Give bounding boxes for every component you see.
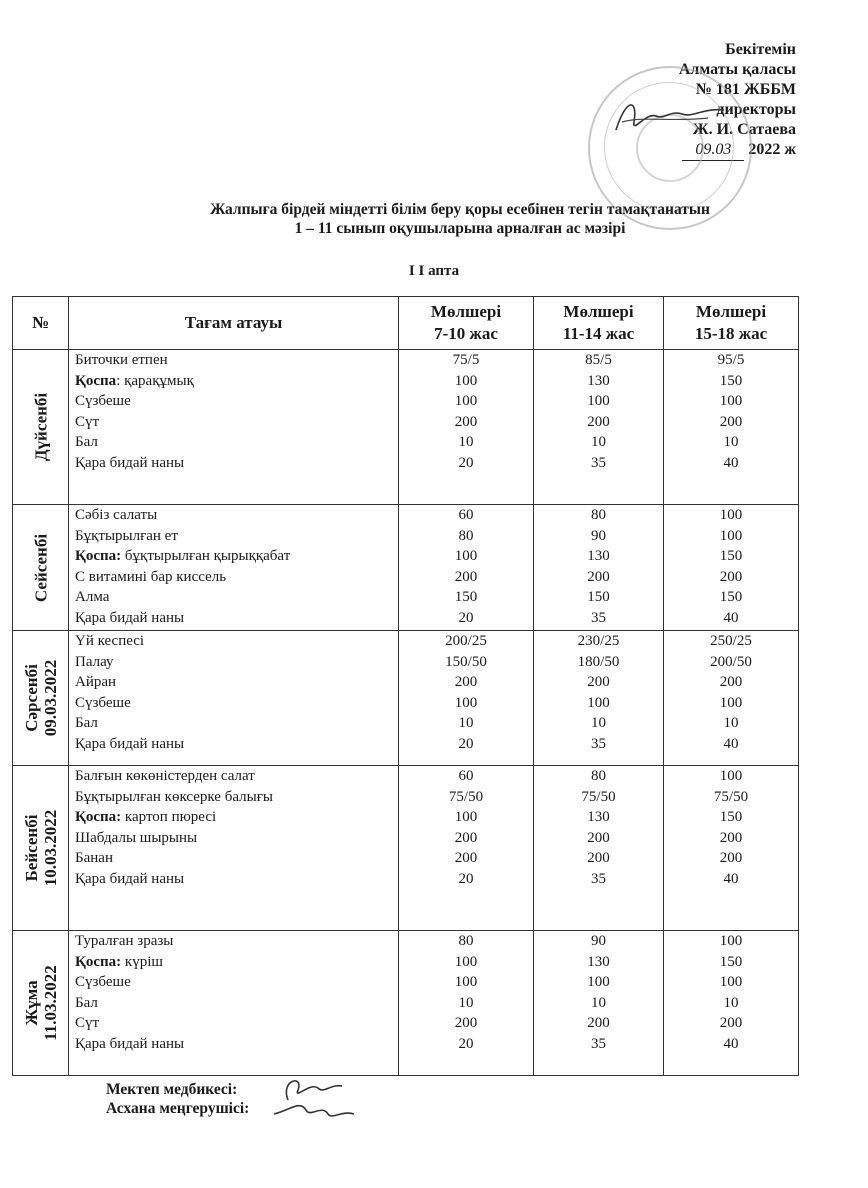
day-row [13,631,799,766]
portion-column-g1 [399,631,534,766]
dish-list [69,931,399,1076]
approval-line: № 181 ЖББМ [695,81,796,98]
portion-value: 100 [587,393,610,409]
portion-value: 150 [719,548,743,564]
approval-line: Ж. И. Сатаева [692,121,796,138]
dish-item [75,652,398,673]
dish-name: С витамині бар киссель [75,568,227,585]
portion-column-g1 [399,350,534,505]
dish-item [75,546,398,567]
portion-value: 80 [591,768,606,784]
dish-item [75,587,398,608]
dish-name: Палау [75,653,114,670]
portion-value: 10 [723,994,739,1011]
portion-value: 10 [591,434,606,450]
day-name: Жұма [21,980,41,1026]
dish-item [75,848,398,869]
portion-value: 200 [454,829,478,846]
portion-value: 200 [454,568,478,585]
portion-value: 20 [458,454,474,471]
header-number: № [13,297,69,350]
canteen-manager-label: Асхана меңгерушісі: [106,1100,250,1117]
portion-column-g2 [534,766,664,931]
dish-item [75,371,398,392]
portion-value: 200 [454,413,478,430]
portion-value: 200 [719,850,743,866]
dish-item [75,693,398,714]
portion-value: 130 [587,548,610,564]
portion-value: 100 [587,694,610,711]
approval-line: Бекітемін [725,41,796,58]
dish-item [75,432,398,453]
portion-value: 200 [587,568,610,585]
portion-value: 40 [723,454,739,471]
dish-prefix: Қоспа: [75,809,122,825]
portion-value: 200 [454,674,478,690]
signatures-block [106,1080,249,1118]
portion-value: 60 [458,768,474,784]
portion-value: 200 [719,1015,743,1031]
portion-value: 100 [719,393,743,409]
day-row [13,505,799,631]
dish-item [75,526,398,547]
dish-name: Қара бидай наны [75,870,185,887]
dish-item [75,766,398,787]
portion-value: 35 [591,870,606,887]
dish-name: Биточки етпен [75,352,168,368]
portion-value: 95/5 [717,352,745,368]
portion-value: 150 [454,589,478,605]
portion-value: 100 [454,694,478,711]
portion-value: 10 [458,434,474,450]
portion-value: 10 [458,715,474,731]
portion-value: 10 [591,715,606,731]
portion-value: 75/50 [713,788,749,805]
dish-item [75,828,398,849]
dish-name: Қара бидай наны [75,1035,185,1052]
dish-name: Қара бидай наны [75,735,185,752]
header-age-11-14: Мөлшері 11-14 жас [534,297,664,350]
portion-value: 250/25 [710,633,752,649]
portion-value: 200 [587,850,610,866]
dish-list [69,505,399,631]
portion-column-g2 [534,931,664,1076]
day-date: 09.03.2022 [40,659,60,737]
portion-value: 230/25 [577,633,620,649]
portion-column-g2 [534,350,664,505]
portion-value: 200 [719,568,743,585]
day-name: Бейсенбі [21,814,41,882]
portion-value: 60 [458,507,474,523]
portion-value: 100 [587,974,610,990]
dish-name: Сүзбеше [75,974,131,990]
portion-value: 40 [723,609,739,626]
approval-date-day: 09.03 [682,140,744,161]
table-header-row [13,297,799,350]
dish-name: : қарақұмық [116,372,194,389]
day-cell [13,505,69,631]
day-name: Сәрсенбі [21,664,41,732]
header-age-15-18: Мөлшері 15-18 жас [664,297,799,350]
portion-value: 200 [587,1015,610,1031]
portion-value: 100 [454,548,478,564]
dish-name: Бұқтырылған көксерке балығы [75,788,273,805]
portion-value: 80 [458,527,474,544]
portion-value: 40 [723,870,739,887]
dish-name: Сәбіз салаты [75,507,158,523]
portion-value: 100 [454,974,478,990]
day-cell [13,631,69,766]
dish-name: бұқтырылған қырыққабат [121,548,291,564]
dish-name: Айран [75,674,117,690]
portion-value: 75/50 [448,788,484,805]
approval-line: Алматы қаласы [678,61,796,78]
portion-value: 130 [587,953,610,970]
dish-item [75,608,398,629]
dish-name: Бал [75,715,98,731]
dish-name: Үй кеспесі [75,633,145,649]
portion-value: 35 [591,609,606,626]
portion-column-g1 [399,505,534,631]
day-row [13,766,799,931]
portion-value: 20 [458,1035,474,1052]
dish-item [75,672,398,693]
portion-value: 10 [591,994,606,1011]
portion-value: 200 [587,674,610,690]
portion-column-g3 [664,931,799,1076]
dish-name: Бал [75,434,98,450]
portion-value: 100 [719,933,743,949]
director-signature [612,92,732,142]
dish-item [75,869,398,890]
portion-value: 75/50 [581,788,616,805]
dish-item [75,1034,398,1055]
portion-value: 10 [723,715,739,731]
portion-value: 150 [587,589,610,605]
dish-name: Сүзбеше [75,393,131,409]
staff-signatures [270,1070,360,1130]
portion-column-g1 [399,931,534,1076]
day-name: Дүйсенбі [31,392,50,462]
portion-column-g1 [399,766,534,931]
dish-list [69,631,399,766]
dish-item [75,1013,398,1034]
portion-value: 35 [591,454,606,471]
portion-value: 150 [719,809,743,825]
portion-value: 150 [719,372,743,389]
dish-item [75,734,398,755]
dish-item [75,807,398,828]
dish-prefix: Қоспа: [75,953,122,970]
dish-item [75,391,398,412]
menu-table [12,296,799,1076]
dish-name: Балғын көкөністерден салат [75,768,255,784]
portion-value: 90 [591,527,606,544]
dish-name: Банан [75,850,113,866]
dish-item [75,787,398,808]
portion-value: 80 [458,933,474,949]
portion-value: 180/50 [577,653,620,670]
portion-column-g2 [534,505,664,631]
portion-value: 100 [719,694,743,711]
portion-column-g3 [664,631,799,766]
portion-value: 100 [719,527,743,544]
portion-value: 100 [454,393,478,409]
dish-item [75,567,398,588]
portion-column-g3 [664,766,799,931]
dish-name: Алма [75,589,110,605]
portion-value: 200 [454,850,478,866]
dish-item [75,993,398,1014]
title-line-2: 1 – 11 сынып оқушыларына арналған ас мәзірі [294,220,626,237]
nurse-label: Мектеп медбикесі: [106,1081,238,1098]
dish-name: Сүзбеше [75,694,131,711]
portion-value: 100 [719,507,743,523]
portion-value: 100 [454,953,478,970]
portion-value: 35 [591,1035,606,1052]
portion-value: 10 [723,434,739,450]
portion-value: 130 [587,372,610,389]
day-name: Сейсенбі [31,533,50,602]
dish-item [75,972,398,993]
header-age-7-10: Мөлшері 7-10 жас [399,297,534,350]
portion-value: 150 [719,589,743,605]
dish-name: Сүт [75,413,100,430]
dish-name: күріш [121,953,163,970]
portion-value: 200 [587,413,610,430]
dish-item [75,931,398,952]
dish-name: Бал [75,994,98,1011]
dish-list [69,350,399,505]
dish-item [75,350,398,371]
portion-value: 200 [587,829,610,846]
dish-name: Бұқтырылған ет [75,527,178,544]
day-cell [13,931,69,1076]
portion-value: 130 [587,809,610,825]
dish-prefix: Қоспа [75,372,117,389]
portion-value: 40 [723,735,739,752]
portion-value: 10 [458,994,474,1011]
document-title [80,200,840,238]
portion-value: 20 [458,735,474,752]
dish-name: Қара бидай наны [75,609,185,626]
day-cell [13,766,69,931]
portion-value: 35 [591,735,606,752]
day-cell [13,350,69,505]
portion-value: 20 [458,870,474,887]
dish-name: Шабдалы шырыны [75,829,198,846]
dish-item [75,505,398,526]
day-date: 11.03.2022 [40,965,60,1041]
week-label: I I апта [408,263,460,279]
dish-name: Сүт [75,1015,100,1031]
portion-value: 150 [719,953,743,970]
dish-item [75,412,398,433]
portion-value: 40 [723,1035,739,1052]
dish-list [69,766,399,931]
portion-value: 200/25 [445,633,487,649]
dish-item [75,952,398,973]
portion-value: 100 [719,974,743,990]
header-dish-name: Тағам атауы [69,297,399,350]
portion-value: 150/50 [445,653,487,670]
portion-value: 200 [454,1015,478,1031]
portion-value: 100 [454,809,478,825]
title-line-1: Жалпыға бірдей міндетті білім беру қоры есебінен тегін тамақтанатын [210,201,710,218]
day-date: 10.03.2022 [40,809,60,887]
portion-value: 75/5 [452,352,480,368]
dish-item [75,631,398,652]
portion-value: 200 [719,413,743,430]
portion-value: 100 [454,372,478,389]
dish-prefix: Қоспа: [75,548,122,564]
approval-line: директоры [716,101,796,118]
dish-name: Туралған зразы [75,933,174,949]
approval-date-year: 2022 ж [748,141,796,158]
portion-value: 85/5 [585,352,612,368]
portion-value: 20 [458,609,474,626]
portion-value: 100 [719,768,743,784]
portion-value: 80 [591,507,606,523]
dish-item [75,713,398,734]
portion-column-g2 [534,631,664,766]
dish-name: Қара бидай наны [75,454,185,471]
portion-value: 90 [591,933,606,949]
day-row [13,350,799,505]
portion-value: 200 [719,674,743,690]
portion-column-g3 [664,350,799,505]
portion-value: 200 [719,829,743,846]
day-row [13,931,799,1076]
dish-item [75,453,398,474]
dish-name: картоп пюресі [121,809,217,825]
portion-column-g3 [664,505,799,631]
portion-value: 200/50 [710,653,752,670]
